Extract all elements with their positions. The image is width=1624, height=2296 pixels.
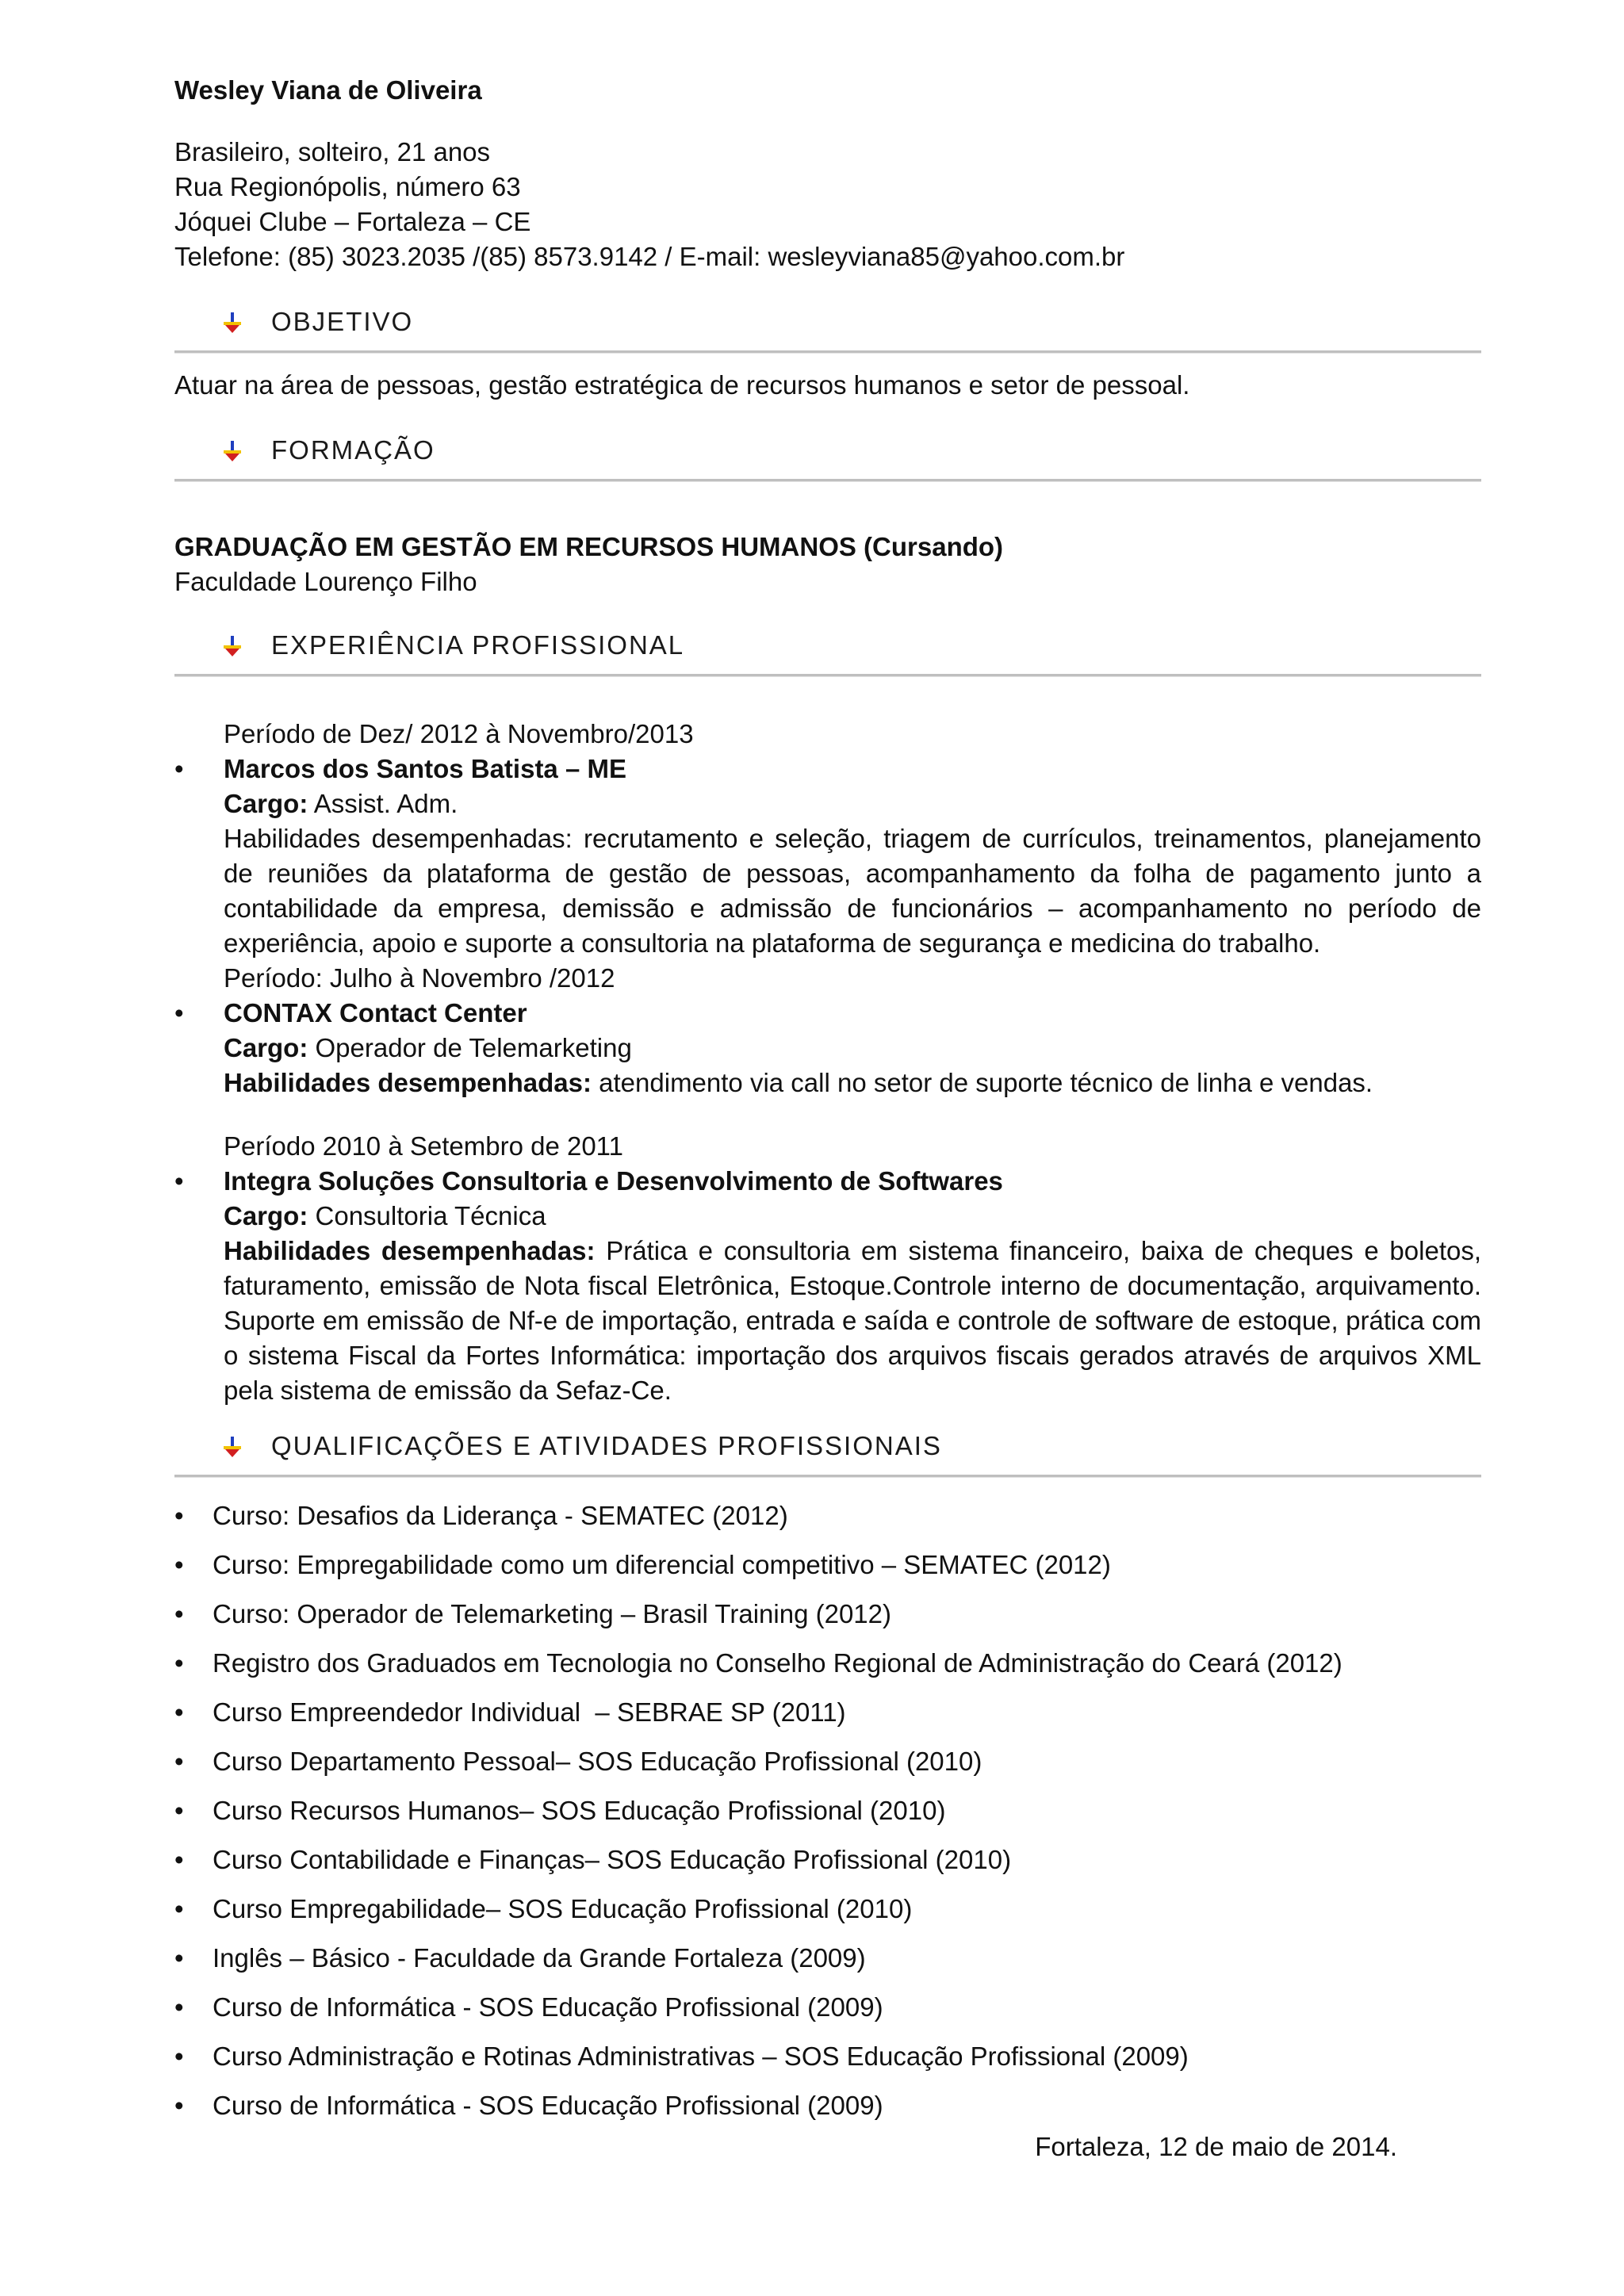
job-skills [224, 1234, 1481, 1408]
qualification-text: Inglês – Básico - Faculdade da Grande Fortaleza (2009) [213, 1943, 866, 1973]
section-experiencia [174, 626, 1481, 664]
job-company: CONTAX Contact Center [224, 998, 527, 1027]
bullet: • [174, 2091, 184, 2120]
section-title: EXPERIÊNCIA PROFISSIONAL [271, 630, 685, 660]
candidate-name: Wesley Viana de Oliveira [174, 75, 482, 105]
job-period: Período de Dez/ 2012 à Novembro/2013 [224, 719, 694, 748]
address-street: Rua Regionópolis, número 63 [174, 172, 521, 201]
section-divider [174, 350, 1481, 354]
bullet: • [174, 754, 184, 783]
bullet: • [174, 1648, 184, 1678]
list-item [174, 1843, 1481, 1892]
cargo-label: Cargo: [224, 789, 308, 818]
job-period: Período 2010 à Setembro de 2011 [224, 1131, 623, 1161]
degree-title: GRADUAÇÃO EM GESTÃO EM RECURSOS HUMANOS (Cursando) [174, 532, 1004, 561]
skills-text: Prática e consultoria em sistema financeiro, baixa de cheques e boletos, faturamento, emissão de Nota fiscal Eletrônica, Estoque.Controle interno de documentação, arquivamento. Suporte em emissão de Nf-e de importação, entrada e saída e controle de software de estoque, prática com o sistema Fiscal da Fortes Informática: importação dos arquivos fiscais gerados através de arquivos XML pela sistema de emissão da Sefaz-Ce. [224, 1236, 1482, 1405]
arrow-down-icon [222, 312, 243, 333]
job-entry [174, 996, 1481, 1100]
skills-text: Habilidades desempenhadas: recrutamento e seleção, triagem de currículos, treinamentos, planejamento de reuniões da plataforma de gestão de pessoas, acompanhamento da folha de pagamento junto a contabilidade da empresa, demissão e admissão de funcionários – acompanhamento no período de experiência, apoio e suporte a consultoria na plataforma de segurança e medicina do trabalho. [224, 824, 1481, 958]
job-period: Período: Julho à Novembro /2012 [224, 963, 615, 993]
objective-text: Atuar na área de pessoas, gestão estratégica de recursos humanos e setor de pessoal. [174, 370, 1190, 400]
personal-info: Brasileiro, solteiro, 21 anos [174, 137, 491, 166]
section-title: FORMAÇÃO [271, 435, 435, 465]
section-divider [174, 1475, 1481, 1478]
cargo-value: Assist. Adm. [308, 789, 458, 818]
section-divider [174, 479, 1481, 482]
list-item [174, 1793, 1481, 1843]
arrow-down-icon [222, 1437, 243, 1457]
list-item [174, 1941, 1481, 1990]
job-entry [174, 752, 1481, 961]
bullet: • [174, 2042, 184, 2071]
list-item [174, 1892, 1481, 1941]
bullet: • [174, 998, 184, 1027]
section-formacao [174, 431, 1481, 469]
closing-date: Fortaleza, 12 de maio de 2014. [1035, 2132, 1397, 2161]
bullet: • [174, 1747, 184, 1776]
bullet: • [174, 1992, 184, 2022]
job-skills [224, 1066, 1481, 1100]
qualification-text: Curso Empregabilidade– SOS Educação Profissional (2010) [213, 1894, 913, 1923]
list-item [174, 2039, 1481, 2088]
qualification-text: Curso: Desafios da Liderança - SEMATEC (2012) [213, 1501, 788, 1530]
address-city: Jóquei Clube – Fortaleza – CE [174, 207, 531, 236]
job-role [224, 786, 1481, 821]
bullet: • [174, 1599, 184, 1628]
qualification-text: Curso de Informática - SOS Educação Profissional (2009) [213, 1992, 883, 2022]
bullet: • [174, 1796, 184, 1825]
section-qualificacoes [174, 1427, 1481, 1465]
list-item [174, 1744, 1481, 1793]
bullet: • [174, 1501, 184, 1530]
skills-label: Habilidades desempenhadas: [224, 1068, 592, 1097]
bullet: • [174, 1943, 184, 1973]
spacer [224, 1100, 1481, 1129]
qualification-text: Curso: Empregabilidade como um diferencial competitivo – SEMATEC (2012) [213, 1550, 1111, 1579]
arrow-down-icon [222, 441, 243, 461]
list-item [174, 1990, 1481, 2039]
bullet: • [174, 1894, 184, 1923]
list-item [174, 1498, 1481, 1548]
bullet: • [174, 1166, 184, 1196]
qualification-text: Curso de Informática - SOS Educação Profissional (2009) [213, 2091, 883, 2120]
job-role [224, 1031, 1481, 1066]
section-divider [174, 674, 1481, 677]
job-company: Marcos dos Santos Batista – ME [224, 754, 626, 783]
skills-label: Habilidades desempenhadas: [224, 1236, 596, 1265]
resume-page [174, 73, 1481, 2164]
qualification-text: Curso Empreendedor Individual – SEBRAE SP (2011) [213, 1697, 846, 1727]
qualification-text: Curso Contabilidade e Finanças– SOS Educação Profissional (2010) [213, 1845, 1012, 1874]
job-entry [174, 1164, 1482, 1408]
job-company: Integra Soluções Consultoria e Desenvolvimento de Softwares [224, 1166, 1003, 1196]
cargo-label: Cargo: [224, 1033, 308, 1062]
list-item [174, 1646, 1481, 1695]
list-item [174, 1548, 1481, 1597]
list-item [174, 1695, 1481, 1744]
school-name: Faculdade Lourenço Filho [174, 567, 477, 596]
section-objetivo [174, 303, 1481, 341]
qualification-text: Curso Administração e Rotinas Administrativas – SOS Educação Profissional (2009) [213, 2042, 1189, 2071]
qualification-text: Curso Departamento Pessoal– SOS Educação Profissional (2010) [213, 1747, 982, 1776]
qualification-text: Curso Recursos Humanos– SOS Educação Profissional (2010) [213, 1796, 946, 1825]
section-title: OBJETIVO [271, 307, 414, 336]
section-title: QUALIFICAÇÕES E ATIVIDADES PROFISSIONAIS [271, 1431, 942, 1460]
cargo-label: Cargo: [224, 1201, 308, 1230]
skills-text: atendimento via call no setor de suporte técnico de linha e vendas. [591, 1068, 1373, 1097]
bullet: • [174, 1845, 184, 1874]
bullet: • [174, 1550, 184, 1579]
qualification-text: Registro dos Graduados em Tecnologia no Conselho Regional de Administração do Ceará (2012) [213, 1648, 1342, 1678]
job-role [224, 1199, 1481, 1234]
job-skills [224, 821, 1481, 961]
arrow-down-icon [222, 636, 243, 656]
phone-email: Telefone: (85) 3023.2035 /(85) 8573.9142 / E-mail: wesleyviana85@yahoo.com.br [174, 242, 1125, 271]
qualifications-list [174, 1498, 1481, 2130]
qualification-text: Curso: Operador de Telemarketing – Brasil Training (2012) [213, 1599, 891, 1628]
experience-list [174, 717, 1481, 1408]
bullet: • [174, 1697, 184, 1727]
list-item [174, 1597, 1481, 1646]
cargo-value: Operador de Telemarketing [308, 1033, 632, 1062]
list-item [174, 2088, 1481, 2130]
cargo-value: Consultoria Técnica [308, 1201, 546, 1230]
